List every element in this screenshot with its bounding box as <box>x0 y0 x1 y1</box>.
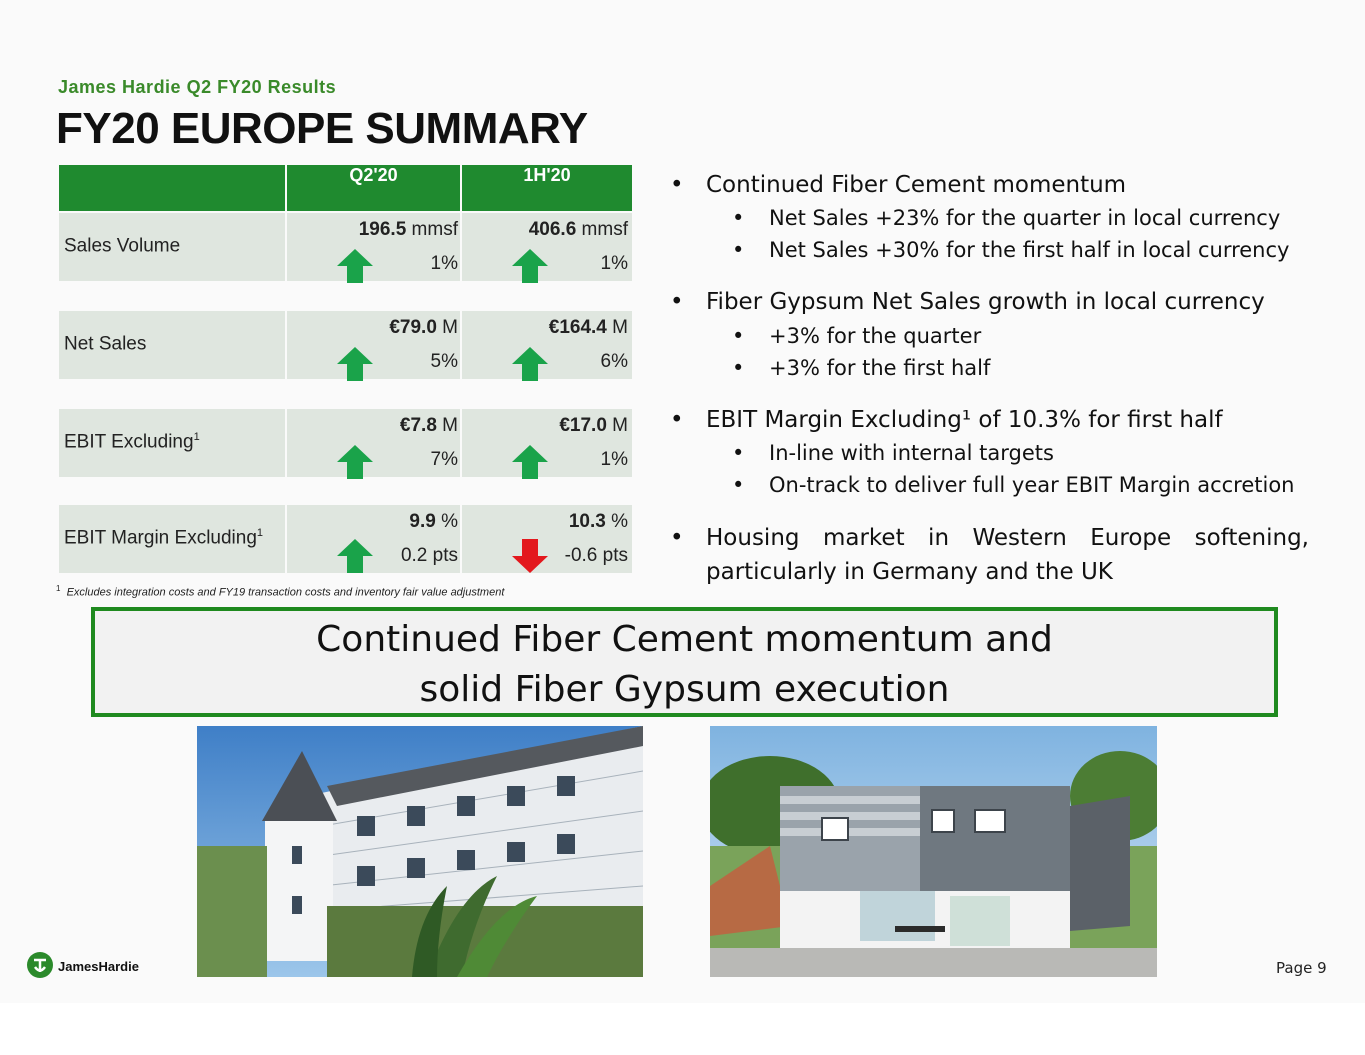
slide: James Hardie Q2 FY20 Results FY20 EUROPE SUMMARY Q2'20 1H'20 Sales Volume 196.5 mmsf 406.6 mmsf 1% 1% Net Sales €79.0 M €164.4 M 5% 6% EBIT Excluding$^1$ €7.8 M €17.0 M 7% 1% EBIT Margin Excluding$^1$ 9.9 % 10.3 % 0.2 pts -0.6 pts $^1$ Excludes integration costs and FY19 transaction costs and inventory fair value adjustment • Continued Fiber Cement momentum • Net Sales +23% for the quarter in local currency • Net Sales +30% for the first half in local currency • Fiber Gypsum Net Sales growth in local currency • +3% for the quarter • +3% for the first half • EBIT Margin Excluding¹ of 10.3% for first half • In-line with internal targets • On-track to deliver full year EBIT Margin accretion • Housing market in Western Europe softening, particularly in Germany and the UK Continued Fiber Cement momentum and solid Fiber Gypsum execution JamesHardie Page 9 <box>0 0 1365 1003</box>
h1-change: 1% <box>600 253 628 274</box>
callout-box <box>91 607 1278 717</box>
footnote: $^1$ Excludes integration costs and FY19 transaction costs and inventory fair value adjustment <box>56 584 505 599</box>
q2-value: 9.9 % <box>409 511 458 532</box>
page-number: Page 9 <box>1276 959 1327 977</box>
callout-line-1: Continued Fiber Cement momentum and <box>316 619 1053 660</box>
building-photo-1 <box>197 726 643 977</box>
table-row <box>59 213 632 281</box>
q2-change: 5% <box>430 351 458 372</box>
h1-value: €164.4 M <box>548 317 628 338</box>
svg-text:JamesHardie: JamesHardie <box>58 959 139 974</box>
header-1h: 1H'20 <box>523 165 571 185</box>
row-label: Sales Volume <box>64 235 181 257</box>
callout-line-2: solid Fiber Gypsum execution <box>419 669 950 710</box>
h1-value: 10.3 % <box>568 511 628 532</box>
table-row <box>59 409 632 477</box>
table-row <box>59 505 632 573</box>
header-q2: Q2'20 <box>349 165 398 185</box>
q2-change: 0.2 pts <box>400 545 458 566</box>
q2-change: 7% <box>430 449 458 470</box>
h1-change: 6% <box>600 351 628 372</box>
row-label: EBIT Margin Excluding$^1$ <box>64 527 264 549</box>
h1-change: 1% <box>600 449 628 470</box>
slide-title: FY20 EUROPE SUMMARY <box>56 104 588 153</box>
h1-change: -0.6 pts <box>564 545 628 566</box>
q2-change: 1% <box>430 253 458 274</box>
building-photo-2 <box>710 726 1157 977</box>
table-row <box>59 311 632 379</box>
q2-value: €79.0 M <box>389 317 458 338</box>
header-empty <box>59 165 285 211</box>
q2-value: 196.5 mmsf <box>358 219 458 240</box>
james-hardie-logo <box>26 950 161 987</box>
q2-value: €7.8 M <box>399 415 458 436</box>
h1-value: €17.0 M <box>559 415 628 436</box>
table-header <box>59 165 632 211</box>
slide-subtitle: James Hardie Q2 FY20 Results <box>58 77 337 97</box>
row-label: Net Sales <box>64 333 147 355</box>
h1-value: 406.6 mmsf <box>528 219 628 240</box>
row-label: EBIT Excluding$^1$ <box>64 431 200 453</box>
